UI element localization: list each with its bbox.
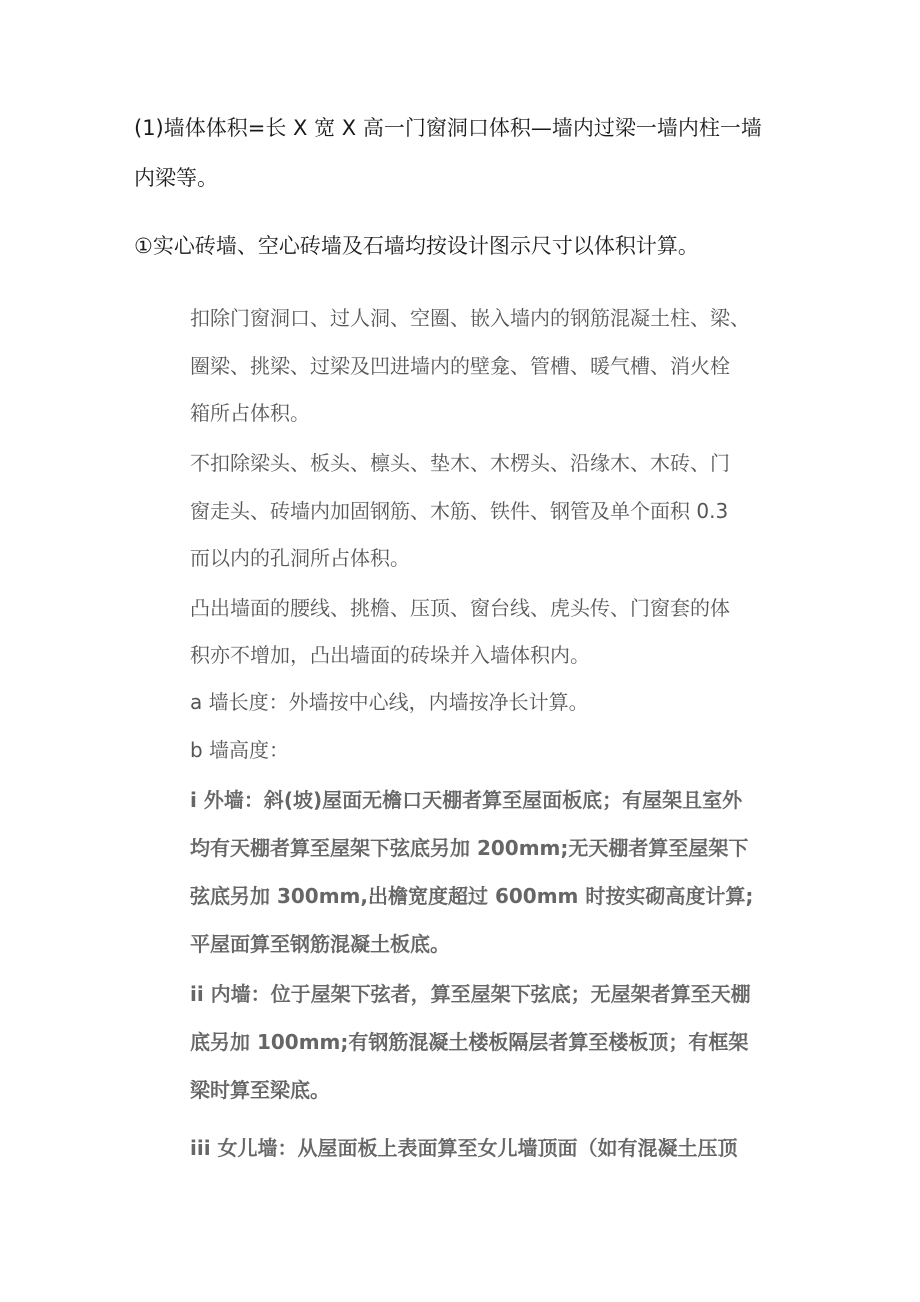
no-deduct-line-2: 窗走头、砖墙内加固钢筋、木筋、铁件、钢管及单个面积 0.3 (190, 499, 729, 523)
deduct-line-2: 圈梁、挑梁、过梁及凹进墙内的壁龛、管槽、暖气槽、消火栓 (190, 354, 730, 378)
wall-length: a 墙长度：外墙按中心线，内墙按净长计算。 (190, 690, 589, 714)
deduct-line-1: 扣除门窗洞口、过人洞、空圈、嵌入墙内的钢筋混凝土柱、梁、 (190, 306, 750, 330)
outer-wall-line-4: 平屋面算至钢筋混凝土板底。 (190, 932, 450, 956)
protrusion-line-2: 积亦不增加，凸出墙面的砖垛并入墙体积内。 (190, 643, 590, 667)
outer-wall-line-3: 弦底另加 300mm,出檐宽度超过 600mm 时按实砌高度计算; (190, 884, 754, 908)
protrusion-line-1: 凸出墙面的腰线、挑檐、压顶、窗台线、虎头传、门窗套的体 (190, 596, 730, 620)
formula-line-1: (1)墙体体积=长 X 宽 X 高一门窗洞口体积—墙内过梁一墙内柱一墙 (134, 116, 762, 140)
inner-wall-line-3: 梁时算至梁底。 (190, 1078, 330, 1102)
no-deduct-line-1: 不扣除梁头、板头、檩头、垫木、木楞头、沿缘木、木砖、门 (190, 451, 730, 475)
no-deduct-line-3: 而以内的孔洞所占体积。 (190, 546, 410, 570)
parapet-line: iii 女儿墙：从屋面板上表面算至女儿墙顶面（如有混凝土压顶 (190, 1136, 738, 1160)
section-heading: ①实心砖墙、空心砖墙及石墙均按设计图示尺寸以体积计算。 (134, 234, 699, 258)
formula-line-2: 内梁等。 (134, 166, 218, 190)
outer-wall-line-1: i 外墙：斜(坡)屋面无檐口天棚者算至屋面板底；有屋架且室外 (190, 788, 743, 812)
outer-wall-line-2: 均有天棚者算至屋架下弦底另加 200mm;无天棚者算至屋架下 (190, 836, 749, 860)
inner-wall-line-1: ii 内墙：位于屋架下弦者，算至屋架下弦底；无屋架者算至天棚 (190, 982, 751, 1006)
wall-height: b 墙高度： (190, 738, 290, 762)
inner-wall-line-2: 底另加 100mm;有钢筋混凝土楼板隔层者算至楼板顶；有框架 (190, 1030, 749, 1054)
deduct-line-3: 箱所占体积。 (190, 401, 310, 425)
